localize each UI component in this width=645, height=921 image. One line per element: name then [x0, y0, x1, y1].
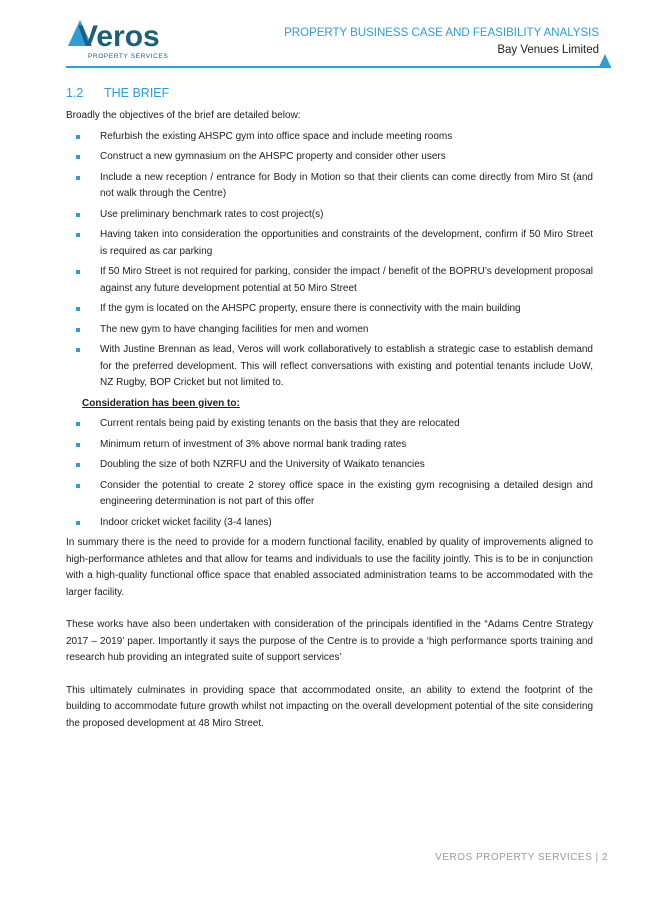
- list-item: Current rentals being paid by existing tenants on the basis that they are relocated: [66, 416, 593, 433]
- list-item: Minimum return of investment of 3% above normal bank trading rates: [66, 437, 593, 454]
- list-item: Indoor cricket wicket facility (3-4 lanes): [66, 515, 593, 532]
- square-bullet-icon: [76, 463, 80, 467]
- conclusion-paragraph: This ultimately culminates in providing space that accommodated onsite, an ability to extend the footprint of the building to accommodate future growth whilst not impacting on the overall development potential of the site considering the proposed development at 48 Miro Street.: [66, 684, 593, 729]
- section-number: 1.2: [66, 86, 84, 100]
- document-client: Bay Venues Limited: [497, 44, 599, 56]
- square-bullet-icon: [76, 307, 80, 311]
- list-item: Use preliminary benchmark rates to cost project(s): [66, 207, 593, 224]
- objectives-list: [66, 129, 593, 392]
- document-title: PROPERTY BUSINESS CASE AND FEASIBILITY ANALYSIS: [284, 27, 599, 39]
- section-title: THE BRIEF: [104, 86, 170, 100]
- square-bullet-icon: [76, 422, 80, 426]
- strategy-paragraph: These works have also been undertaken with consideration of the principals identified in the “Adams Centre Strategy 2017 – 2019’ paper. Importantly it says the purpose of the Centre is to provide a ‘high performance sports training and research hub providing an integrated suite of support services’: [66, 619, 593, 663]
- page-number: 2: [601, 852, 608, 863]
- section-intro: Broadly the objectives of the brief are detailed below:: [66, 110, 301, 121]
- footer-company: VEROS PROPERTY SERVICES: [435, 852, 593, 863]
- square-bullet-icon: [76, 155, 80, 159]
- veros-logo: [66, 16, 186, 64]
- consideration-heading: Consideration has been given to:: [82, 397, 240, 409]
- square-bullet-icon: [76, 521, 80, 525]
- footer-separator: |: [595, 852, 599, 863]
- logo-subtext: PROPERTY SERVICES: [88, 53, 169, 60]
- square-bullet-icon: [76, 135, 80, 139]
- square-bullet-icon: [76, 443, 80, 447]
- list-item: Having taken into consideration the opportunities and constraints of the development, confirm if 50 Miro Street is required as car parking: [66, 227, 593, 260]
- list-item: If the gym is located on the AHSPC property, ensure there is connectivity with the main building: [66, 301, 593, 318]
- page-content: [66, 84, 593, 732]
- list-item: If 50 Miro Street is not required for parking, consider the impact / benefit of the BOPRU’s development proposal against any future development potential at 50 Miro Street: [66, 264, 593, 297]
- logo-wordmark: Veros: [78, 20, 160, 53]
- section-heading: [66, 84, 593, 102]
- list-item: Construct a new gymnasium on the AHSPC property and consider other users: [66, 149, 593, 166]
- considerations-list: [66, 416, 593, 531]
- square-bullet-icon: [76, 176, 80, 180]
- page-footer: [435, 852, 608, 863]
- header-rule: [66, 66, 611, 68]
- summary-paragraph: In summary there is the need to provide for a modern functional facility, enabled by quality of improvements aligned to high-performance athletes and that allow for teams and individuals to use the facility jointly. This is to be in conjunction with a high-quality functional office space that enabled associated administration teams to be accommodated with the larger facility.: [66, 537, 593, 598]
- list-item: With Justine Brennan as lead, Veros will work collaboratively to establish a strategic case to establish demand for the preferred development. This will reflect conversations with existing and potential tenants include UoW, NZ Rugby, BOP Cricket but not limited to.: [66, 342, 593, 392]
- square-bullet-icon: [76, 270, 80, 274]
- square-bullet-icon: [76, 348, 80, 352]
- square-bullet-icon: [76, 484, 80, 488]
- list-item: Doubling the size of both NZRFU and the University of Waikato tenancies: [66, 457, 593, 474]
- list-item: Refurbish the existing AHSPC gym into office space and include meeting rooms: [66, 129, 593, 146]
- square-bullet-icon: [76, 328, 80, 332]
- square-bullet-icon: [76, 233, 80, 237]
- list-item: Consider the potential to create 2 storey office space in the existing gym recognising a detailed design and engineering determination is not part of this offer: [66, 478, 593, 511]
- square-bullet-icon: [76, 213, 80, 217]
- list-item: Include a new reception / entrance for Body in Motion so that their clients can come directly from Miro St (and not walk through the Centre): [66, 170, 593, 203]
- list-item: The new gym to have changing facilities for men and women: [66, 322, 593, 339]
